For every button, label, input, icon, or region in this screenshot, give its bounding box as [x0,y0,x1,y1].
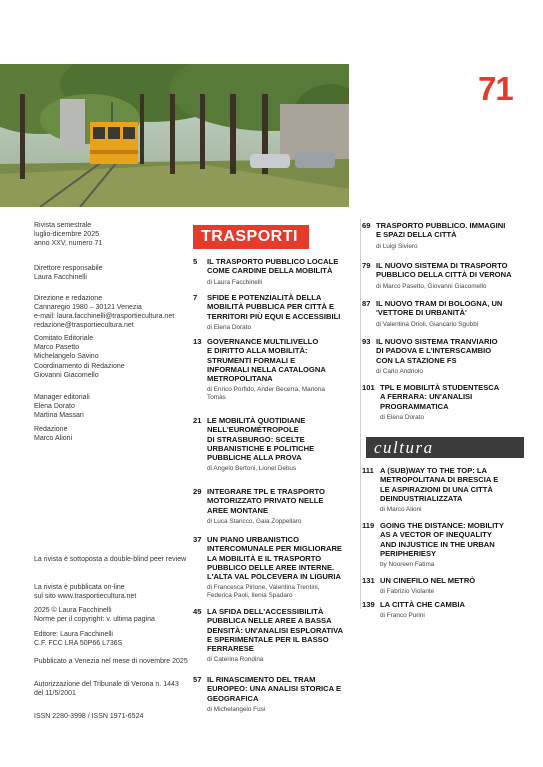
toc-title-line: AS A VECTOR OF INEQUALITY [380,530,492,540]
toc-author-line: di Valentina Orioli, Giancarlo Sgubbi [376,320,479,328]
toc-page-number: 101 [362,383,375,392]
toc-entry[interactable] [193,675,358,714]
masthead-block [34,657,188,666]
toc-entry[interactable] [193,487,358,526]
toc-entry[interactable] [362,337,532,376]
toc-page-number: 7 [193,293,198,302]
masthead-line: Pubblicato a Venezia nel mese di novembre 2025 [34,658,188,665]
toc-title [207,337,358,383]
toc-title-line: INTEGRARE TPL E TRASPORTO [207,487,325,496]
masthead-block [34,264,102,282]
toc-entry[interactable] [193,416,358,473]
toc-author-line: di Franco Purini [380,612,425,620]
masthead-block [34,712,143,721]
toc-authors [207,465,358,473]
toc-title-line: TRASPORTO PUBBLICO. IMMAGINI [376,221,506,230]
toc-page-number: 29 [193,487,202,496]
toc-title-line: STRUMENTI FORMALI E [207,355,296,365]
toc-title-line: IL NUOVO SISTEMA DI TRASPORTO [376,261,508,270]
masthead-line: Laura Facchinelli [34,274,87,281]
toc-title [380,600,532,609]
toc-title-line: IL TRASPORTO PUBBLICO LOCALE [207,257,339,266]
toc-title-line: LA SFIDA DELL'ACCESSIBILITÀ [207,607,324,616]
toc-entry[interactable] [362,299,532,329]
toc-page-number: 131 [362,576,375,585]
section-header-trasporti: TRASPORTI [193,225,309,249]
masthead-block [34,334,99,361]
masthead-line: La rivista è sottoposta a double-blind peer review [34,556,187,563]
toc-page-number: 57 [193,675,202,684]
toc-title-line: DI STRASBURGO: SCELTE [207,434,305,444]
toc-title [207,487,358,515]
toc-title-line: PUBBLICO DELLA CITTÀ DI VERONA [376,270,512,280]
masthead-line: Autorizzazione del Tribunale di Verona n. 1443 [34,681,179,688]
toc-title [207,607,358,653]
toc-author-line: di Carlo Andriolo [376,367,423,375]
toc-authors [380,588,532,596]
masthead-line: Giovanni Giacomello [34,372,99,379]
toc-entry[interactable] [362,383,532,422]
toc-authors [207,324,358,332]
column-divider [360,219,361,609]
masthead-line: Martina Massari [34,412,84,419]
toc-author-line: Federica Paoli, Ilenia Spadaro [207,592,293,600]
toc-title-line: LE MOBILITÀ QUOTIDIANE [207,416,306,425]
masthead-line: Norme per il copyright: v. ultima pagina [34,616,155,623]
toc-title-line: FERRARESE [207,644,254,654]
toc-title-line: INTERCOMUNALE PER MIGLIORARE [207,544,343,554]
toc-page-number: 139 [362,600,375,609]
toc-authors [207,656,358,664]
toc-title-line: DI PADOVA E L'INTERSCAMBIO [376,346,492,356]
toc-title-line: PROGRAMMATICA [380,401,449,411]
toc-authors [207,386,358,402]
toc-authors [376,243,532,251]
masthead-block [34,425,72,443]
toc-author-line: di Francesca Pirlone, Valentina Trentini, [207,584,320,592]
toc-title [207,675,358,703]
masthead-line: luglio-dicembre 2025 [34,231,99,238]
masthead-line: anno XXV, numero 71 [34,240,103,247]
masthead-line: redazione@trasportiecultura.net [34,322,134,329]
masthead-line: ISSN 2280-3998 / ISSN 1971-6524 [34,713,144,720]
toc-authors [376,283,532,291]
toc-page-number: 79 [362,261,371,270]
toc-title [376,337,532,365]
toc-title-line: MOBILITÀ PUBBLICA PER CITTÀ E [207,302,335,312]
masthead-block [34,680,179,698]
issue-number: 71 [478,70,513,107]
toc-author-line: di Luca Staricco, Gaia Zoppellaro [207,517,302,525]
toc-title-line: GOING THE DISTANCE: MOBILITY [380,521,504,530]
toc-title [207,257,358,276]
toc-entry[interactable] [193,607,358,664]
toc-author-line: di Caterina Rondina [207,656,264,664]
toc-author-line: di Fabrizio Violante [380,588,435,596]
toc-title-line: PERIPHERIESY [380,548,437,558]
masthead-line: Cannaregio 1980 – 30121 Venezia [34,304,142,311]
toc-title-line: E SPERIMENTALE PER IL BASSO [207,634,329,644]
masthead-line: Redazione [34,426,68,433]
toc-title-line: IL RINASCIMENTO DEL TRAM [207,675,316,684]
masthead-block [34,630,122,648]
toc-page-number: 93 [362,337,371,346]
toc-page-number: 37 [193,535,202,544]
toc-title-line: GOVERNANCE MULTILIVELLO [207,337,319,346]
toc-author-line: di Elena Dorato [380,413,425,421]
toc-title-line: URBANISTICHE E POLITICHE [207,443,315,453]
toc-title-line: COME CARDINE DELLA MOBILITÀ [207,266,333,276]
toc-title [380,521,532,558]
masthead-block [34,583,136,601]
toc-title-line: MOTORIZZATO PRIVATO NELLE [207,496,324,506]
masthead-block [34,294,174,330]
toc-entry[interactable] [193,293,358,332]
toc-title-line: E SPAZI DELLA CITTÀ [376,230,457,240]
toc-entry[interactable] [362,600,532,620]
toc-title-line: EUROPEO: UNA ANALISI STORICA E [207,684,342,694]
section-header-cultura: cultura [366,437,524,458]
masthead-line: Rivista semestrale [34,222,92,229]
toc-title-line: TERRITORI PIÙ EQUI E ACCESSIBILI [207,311,341,321]
toc-entry[interactable] [362,221,532,251]
masthead-line: Elena Dorato [34,403,75,410]
masthead-line: Direzione e redazione [34,295,103,302]
toc-title-line: A FERRARA: UN'ANALISI [380,392,473,402]
toc-title-line: UN CINEFILO NEL METRÒ [380,576,476,585]
masthead-block [34,555,186,564]
toc-entry[interactable] [193,337,358,402]
masthead-line: La rivista è pubblicata on-line [34,584,125,591]
toc-title-line: LA CITTÀ CHE CAMBIA [380,600,465,609]
toc-authors [380,612,532,620]
masthead-line: Editore: Laura Facchinelli [34,631,113,638]
toc-authors [207,706,358,714]
masthead-line: Direttore responsabile [34,265,103,272]
toc-title-line: LA MOBILITÀ E IL TRASPORTO [207,553,322,563]
toc-title-line: NELL'EUROMÉTROPOLE [207,425,299,435]
masthead-block [34,606,155,624]
masthead-line: sul sito www.trasportiecultura.net [34,593,137,600]
toc-title-line: INFORMALI NELLA CATALOGNA [207,364,326,374]
toc-title-line: AREE MONTANE [207,505,269,515]
toc-author-line: di Laura Facchinelli [207,278,263,286]
toc-title-line: LE ASPIRAZIONI DI UNA CITTÀ [380,484,493,494]
toc-title-line: TPL E MOBILITÀ STUDENTESCA [380,383,500,392]
toc-authors [207,518,358,526]
toc-title-line: DEINDUSTRIALIZZATA [380,493,463,503]
toc-title-line: UN PIANO URBANISTICO [207,535,299,544]
toc-author-line: di Marco Alioni [380,506,422,514]
toc-entry[interactable] [362,261,532,291]
toc-author-line: di Marco Pasetto, Giovanni Giacomello [376,282,487,290]
toc-page-number: 5 [193,257,198,266]
toc-authors [380,561,532,569]
masthead-line: e-mail: laura.facchinelli@trasportiecultura.net [34,313,175,320]
toc-title [207,535,358,581]
toc-authors [207,584,358,600]
toc-entry[interactable] [193,257,358,287]
toc-title [380,576,532,585]
toc-author-line: di Michelangelo Fusi [207,705,266,713]
toc-author-line: di Elena Dorato [207,323,252,331]
toc-title-line: PUBBLICA NELLE AREE A BASSA [207,616,332,626]
toc-title [380,383,532,411]
toc-title-line: IL NUOVO TRAM DI BOLOGNA, UN [376,299,503,308]
toc-authors [380,506,532,514]
toc-authors [376,321,532,329]
toc-authors [207,279,358,287]
toc-page-number: 111 [362,466,374,475]
toc-author-line: di Angelo Bertoni, Lionel Debus [207,465,297,473]
toc-title [207,293,358,321]
toc-entry[interactable] [362,521,532,569]
toc-title-line: METROPOLITANA [207,374,273,384]
toc-title [376,261,532,280]
toc-entry[interactable] [193,535,358,600]
masthead-block [34,393,90,420]
toc-page-number: 21 [193,416,202,425]
masthead-block [34,221,102,248]
toc-title-line: AND INJUSTICE IN THE URBAN [380,539,495,549]
toc-title-line: PUBBLICO DELLE AREE INTERNE. [207,562,335,572]
toc-author-line: di Luigi Siviero [376,242,418,250]
toc-author-line: by Nooreen Fatima [380,561,435,569]
masthead-line: Manager editoriali [34,394,90,401]
toc-authors [376,368,532,376]
masthead-block [34,362,125,380]
toc-page-number: 119 [362,521,375,530]
toc-author-line: di Enrico Porfido, Ander Becerra, Mariona [207,386,325,394]
toc-entry[interactable] [362,466,532,514]
toc-title-line: DENSITÀ: UN'ANALISI ESPLORATIVA [207,625,344,635]
toc-title-line: 'VETTORE DI URBANITÀ' [376,308,467,318]
masthead-line: Coordinamento di Redazione [34,363,125,370]
toc-title [376,221,532,240]
masthead-line: Marco Pasetto [34,344,80,351]
toc-title [207,416,358,462]
cover-photo-tram [0,64,349,207]
masthead-line: Comitato Editoriale [34,335,94,342]
toc-page-number: 45 [193,607,202,616]
toc-title [380,466,532,503]
masthead-line: Michelangelo Savino [34,353,99,360]
toc-page-number: 13 [193,337,202,346]
toc-title-line: CON LA STAZIONE FS [376,355,457,365]
masthead-line: Marco Alioni [34,435,73,442]
toc-title-line: E DIRITTO ALLA MOBILITÀ: [207,346,308,356]
toc-title-line: A (SUB)WAY TO THE TOP: LA [380,466,488,475]
toc-page-number: 69 [362,221,371,230]
toc-title-line: PUBBLICHE ALLA PROVA [207,453,302,463]
masthead-line: del 11/5/2001 [34,690,76,697]
toc-title [376,299,532,318]
masthead-line: 2025 © Laura Facchinelli [34,607,112,614]
toc-title-line: SFIDE E POTENZIALITÀ DELLA [207,293,322,302]
toc-title-line: IL NUOVO SISTEMA TRANVIARIO [376,337,498,346]
toc-title-line: L'ALTA VAL POLCEVERA IN LIGURIA [207,572,341,582]
toc-authors [380,414,532,422]
toc-title-line: METROPOLITANA DI BRESCIA E [380,475,499,485]
toc-title-line: GEOGRAFICA [207,693,259,703]
toc-author-line: Tomàs [207,394,226,402]
masthead-line: C.F. FCC LRA 50P66 L736S [34,640,123,647]
toc-entry[interactable] [362,576,532,596]
toc-page-number: 87 [362,299,371,308]
